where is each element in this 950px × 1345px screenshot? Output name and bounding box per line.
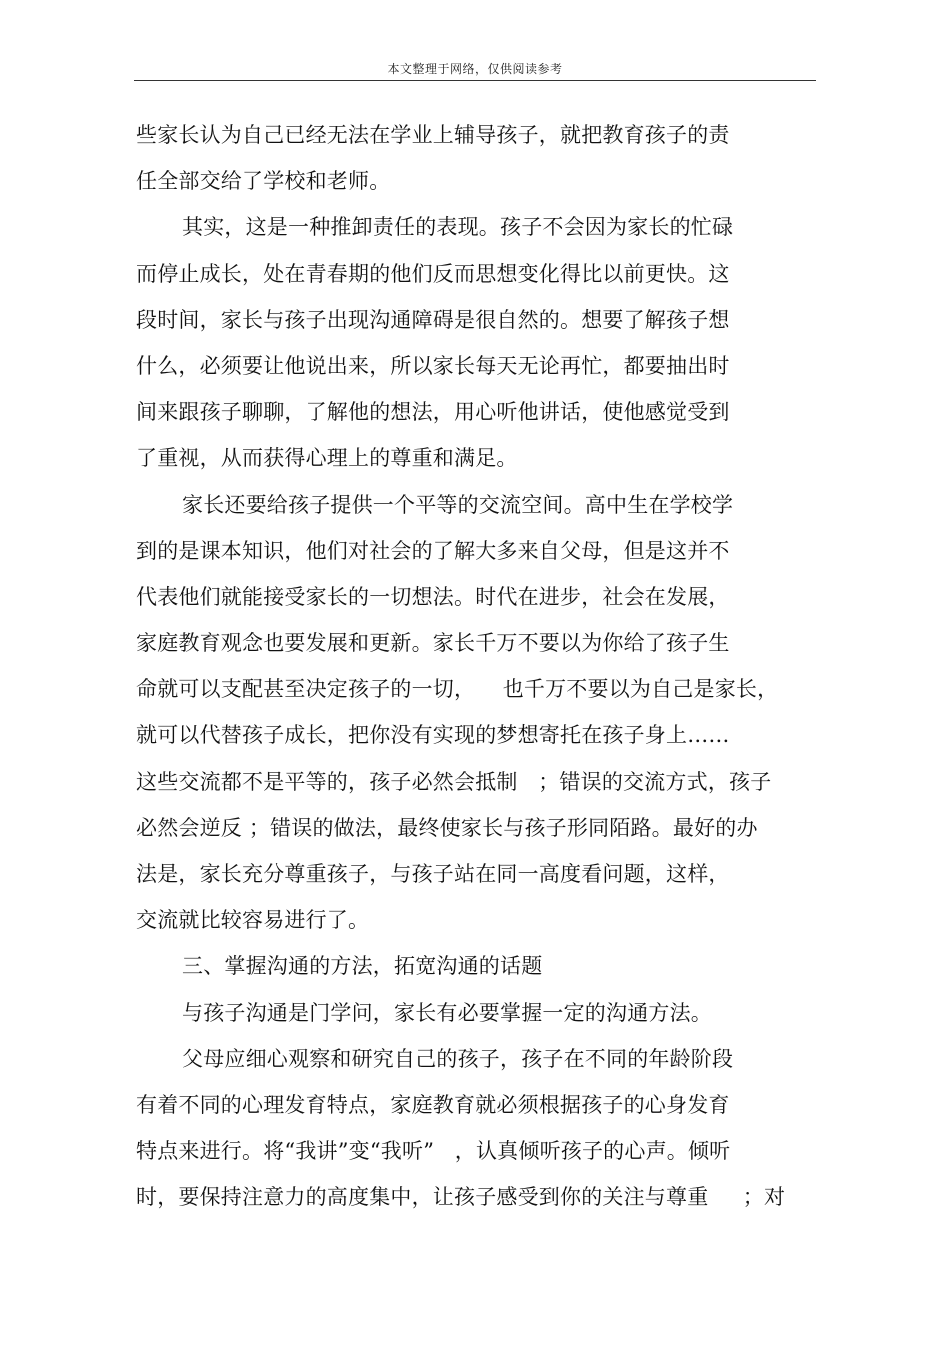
text-line: 就可以代替孩子成长，把你没有实现的梦想寄托在孩子身上…… [136, 723, 730, 748]
text-line: 三、掌握沟通的方法，拓宽沟通的话题 [182, 954, 543, 979]
text-line: 些家长认为自己已经无法在学业上辅导孩子，就把教育孩子的责 [136, 123, 730, 147]
text-line: 交流就比较容易进行了。 [136, 908, 370, 933]
page-header [134, 58, 816, 81]
text-line: 命就可以支配甚至决定孩子的一切， 也千万不要以为自己是家长， [136, 677, 779, 702]
text-line: 与孩子沟通是门学问，家长有必要掌握一定的沟通方法。 [182, 1000, 712, 1025]
header-note: 本文整理于网络，仅供阅读参考 [387, 62, 563, 76]
text-line: 法是，家长充分尊重孩子，与孩子站在同一高度看问题，这样， [136, 862, 730, 886]
text-line: 什么，必须要让他说出来，所以家长每天无论再忙，都要抽出时 [136, 353, 730, 378]
text-line: 时，要保持注意力的高度集中，让孩子感受到你的关注与尊重 ；对 [136, 1185, 786, 1210]
text-line: 家庭教育观念也要发展和更新。家长千万不要以为你给了孩子生 [136, 631, 730, 656]
document-body [136, 112, 836, 1221]
text-line: 父母应细心观察和研究自己的孩子，孩子在不同的年龄阶段 [182, 1046, 734, 1071]
text-line: 必然会逆反 ；错误的做法，最终使家长与孩子形同陌路。最好的办 [136, 815, 758, 840]
text-line: 任全部交给了学校和老师。 [136, 169, 391, 194]
text-line: 这些交流都不是平等的，孩子必然会抵制 ；错误的交流方式，孩子 [136, 769, 772, 794]
text-line: 段时间，家长与孩子出现沟通障碍是很自然的。想要了解孩子想 [136, 307, 730, 332]
text-line: 间来跟孩子聊聊，了解他的想法，用心听他讲话，使他感觉受到 [136, 400, 730, 425]
text-line: 其实，这是一种推卸责任的表现。孩子不会因为家长的忙碌 [182, 215, 734, 240]
text-line: 到的是课本知识，他们对社会的了解大多来自父母，但是这并不 [136, 538, 730, 563]
text-line: 了重视，从而获得心理上的尊重和满足。 [136, 446, 518, 471]
text-line: 特点来进行。将“我讲”变“我听” ，认真倾听孩子的心声。倾听 [136, 1139, 731, 1164]
text-line: 而停止成长，处在青春期的他们反而思想变化得比以前更快。这 [136, 261, 730, 286]
text-line: 有着不同的心理发育特点，家庭教育就必须根据孩子的心身发育 [136, 1092, 730, 1117]
text-line: 代表他们就能接受家长的一切想法。时代在进步，社会在发展， [136, 584, 730, 609]
text-line: 家长还要给孩子提供一个平等的交流空间。高中生在学校学 [182, 492, 734, 517]
